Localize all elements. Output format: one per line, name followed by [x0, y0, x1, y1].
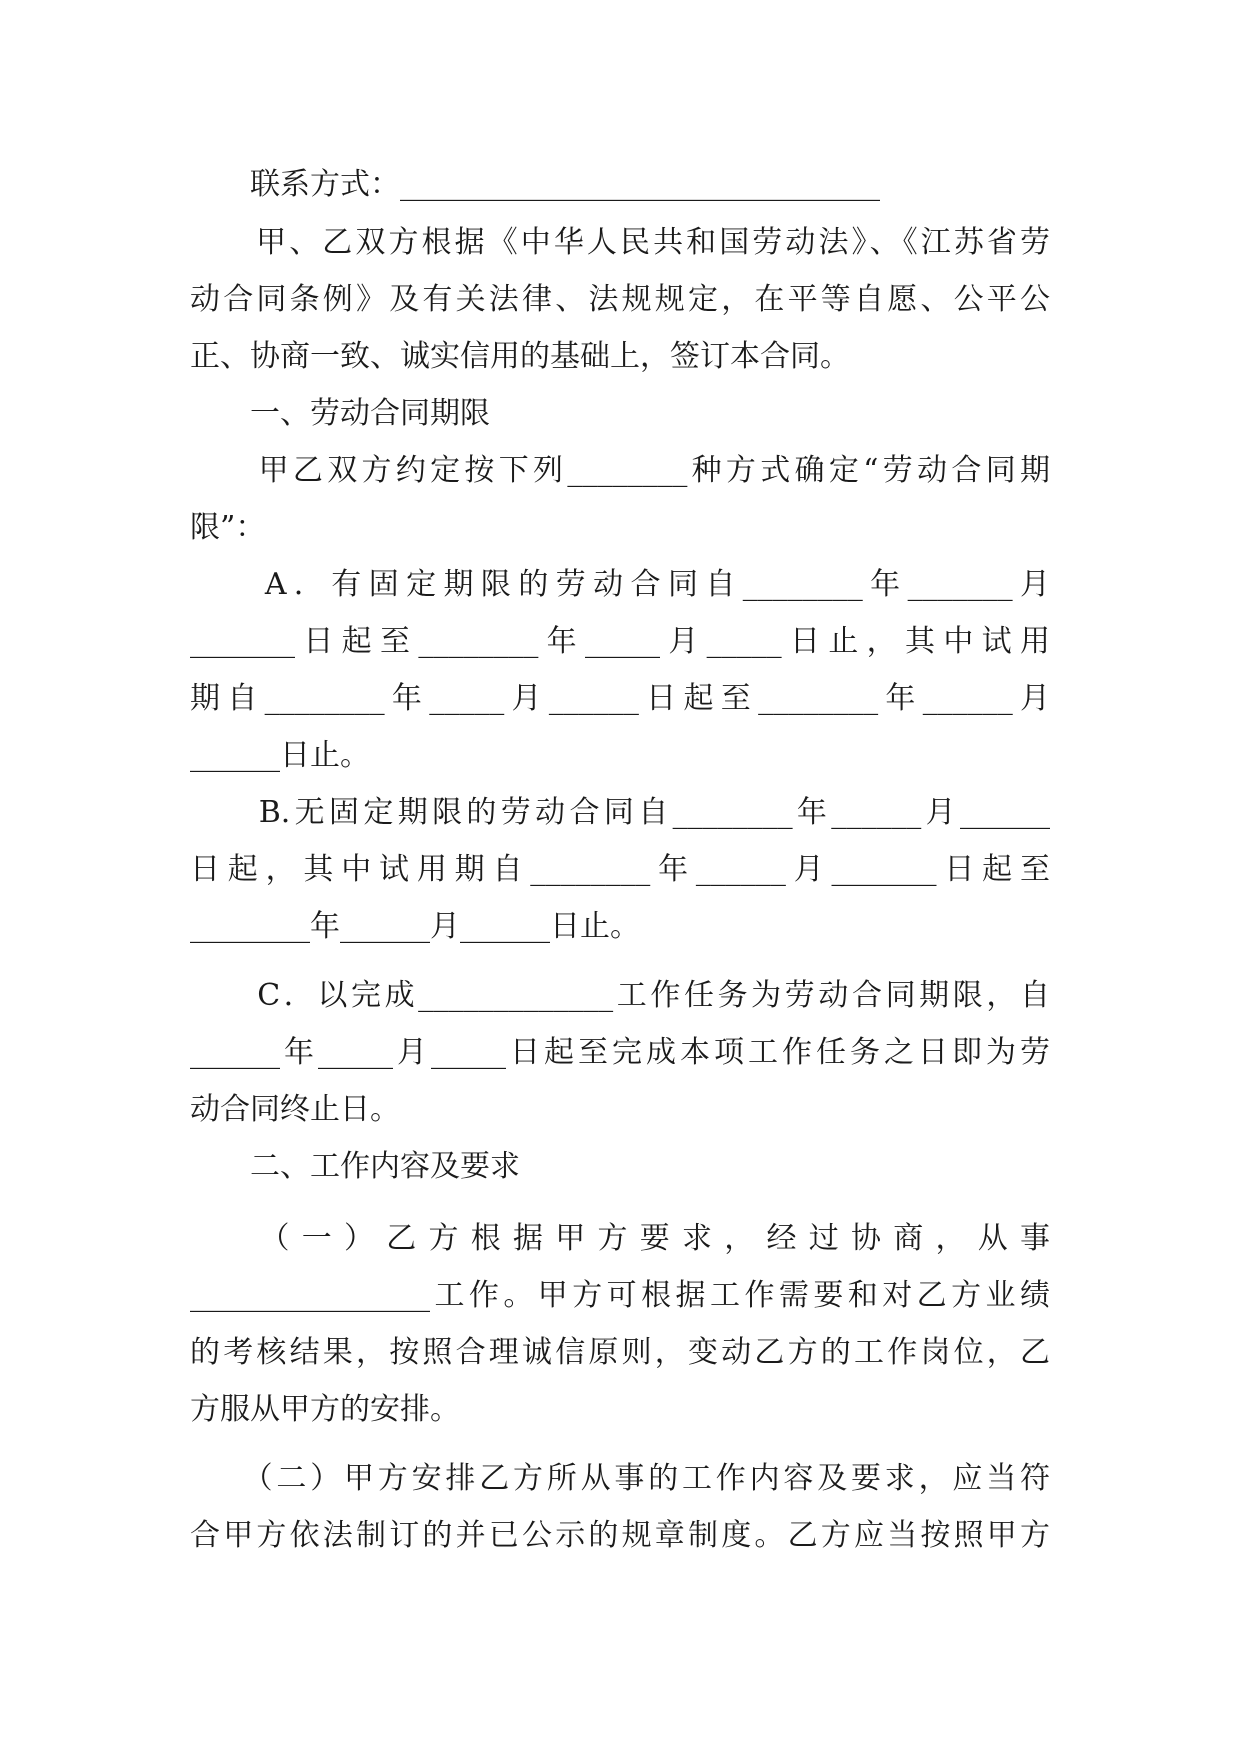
paragraph-line: 正、协商一致、诚实信用的基础上，签订本合同。	[190, 339, 850, 374]
paragraph-line: 甲、乙双方根据《中华人民共和国劳动法》、《江苏省劳	[190, 225, 1050, 260]
paragraph-line: 日起，其中试用期自________年______月_______日起至	[190, 852, 1050, 887]
paragraph-line: （二）甲方安排乙方所从事的工作内容及要求，应当符	[190, 1461, 1050, 1496]
paragraph-line: （一）乙方根据甲方要求，经过协商，从事	[190, 1221, 1050, 1256]
section-heading: 一、劳动合同期限	[190, 396, 490, 431]
paragraph-line: 甲乙双方约定按下列________种方式确定“劳动合同期	[190, 453, 1050, 488]
paragraph-line: 限”：	[190, 510, 266, 545]
paragraph-line: B.无固定期限的劳动合同自________年______月______	[190, 795, 1050, 830]
paragraph-line: ________年______月______日止。	[190, 909, 640, 944]
paragraph-line: ______日止。	[190, 738, 370, 773]
paragraph-line: 动合同条例》及有关法律、法规规定，在平等自愿、公平公	[190, 282, 1050, 317]
section-heading: 二、工作内容及要求	[190, 1149, 520, 1184]
paragraph-line: C．以完成_____________工作任务为劳动合同期限，自	[190, 978, 1050, 1013]
paragraph-line: _______日起至________年_____月_____日止，其中试用	[190, 624, 1050, 659]
paragraph-line: 合甲方依法制订的并已公示的规章制度。乙方应当按照甲方	[190, 1518, 1050, 1553]
paragraph-line: 的考核结果，按照合理诚信原则，变动乙方的工作岗位，乙	[190, 1335, 1050, 1370]
paragraph-line: ________________工作。甲方可根据工作需要和对乙方业绩	[190, 1278, 1050, 1313]
paragraph-line: ______年_____月_____日起至完成本项工作任务之日即为劳	[190, 1035, 1050, 1070]
paragraph-line: A．有固定期限的劳动合同自________年_______月	[190, 567, 1050, 602]
paragraph-line: 动合同终止日。	[190, 1092, 400, 1127]
paragraph-line: 期自________年_____月______日起至________年______月	[190, 681, 1050, 716]
paragraph-line: 方服从甲方的安排。	[190, 1392, 460, 1427]
contact-line: 联系方式：________________________________	[190, 167, 880, 202]
